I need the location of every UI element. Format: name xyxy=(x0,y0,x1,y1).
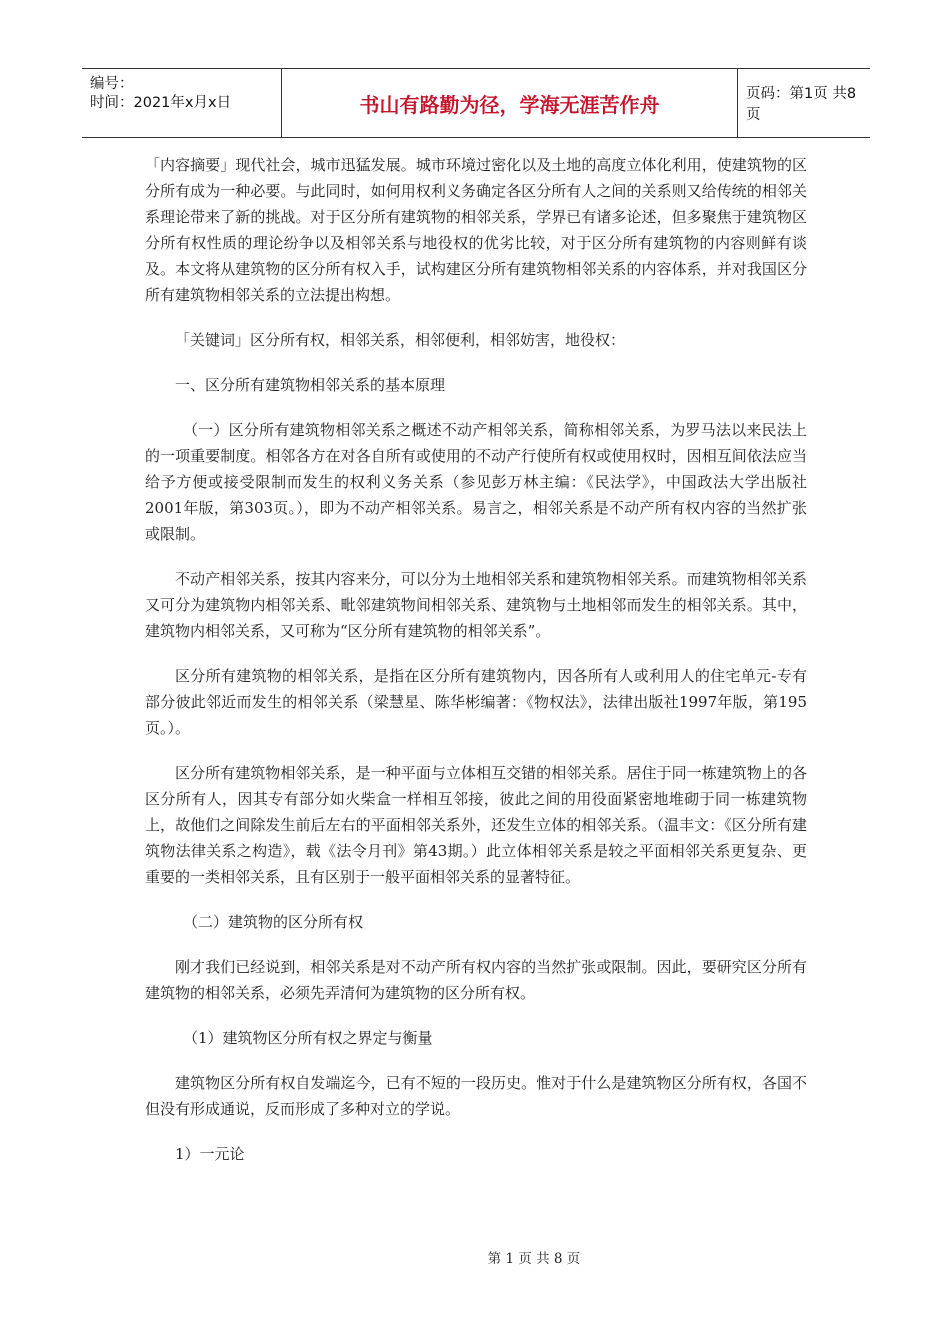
subsection-heading: （二）建筑物的区分所有权 xyxy=(183,913,364,931)
page-header xyxy=(82,68,870,138)
body-paragraph: 不动产相邻关系，按其内容来分，可以分为土地相邻关系和建筑物相邻关系。而建筑物相邻关系又可分为建筑物内相邻关系、毗邻建筑物间相邻关系、建筑物与土地相邻而发生的相邻关系。其中，建筑物内相邻关系，又可称为“区分所有建筑物的相邻关系”。 xyxy=(145,570,807,640)
date-label: 时间：2021年x月x日 xyxy=(90,95,232,111)
serial-label: 编号： xyxy=(90,76,134,92)
header-motto: 书山有路勤为径，学海无涯苦作舟 xyxy=(282,69,738,137)
subsection-heading: （1）建筑物区分所有权之界定与衡量 xyxy=(183,1029,433,1047)
keywords-paragraph: 「关键词」区分所有权，相邻关系，相邻便利，相邻妨害，地役权： xyxy=(175,331,626,349)
document-body xyxy=(145,152,807,1186)
body-paragraph: 区分所有建筑物的相邻关系，是指在区分所有建筑物内，因各所有人或利用人的住宅单元-专有部分彼此邻近而发生的相邻关系（梁慧星、陈华彬编著：《物权法》，法律出版社1997年版，第195页。）。 xyxy=(145,667,807,737)
body-paragraph: 建筑物区分所有权自发端迄今，已有不短的一段历史。惟对于什么是建筑物区分所有权，各国不但没有形成通说，反而形成了多种对立的学说。 xyxy=(145,1074,807,1118)
header-page-number: 页码：第1页 共8页 xyxy=(746,86,857,123)
page-footer: 第 1 页 共 8 页 xyxy=(487,1251,581,1267)
body-paragraph: 刚才我们已经说到，相邻关系是对不动产所有权内容的当然扩张或限制。因此，要研究区分所有建筑物的相邻关系，必须先弄清何为建筑物的区分所有权。 xyxy=(145,958,807,1002)
subsection-heading: 1）一元论 xyxy=(175,1145,245,1163)
abstract-paragraph: 「内容摘要」现代社会，城市迅猛发展。城市环境过密化以及土地的高度立体化利用，使建筑物的区分所有成为一种必要。与此同时，如何用权利义务确定各区分所有人之间的关系则又给传统的相邻关系理论带来了新的挑战。对于区分所有建筑物的相邻关系，学界已有诸多论述，但多聚焦于建筑物区分所有权性质的理论纷争以及相邻关系与地役权的优劣比较，对于区分所有建筑物的内容则鲜有谈及。本文将从建筑物的区分所有权入手，试构建区分所有建筑物相邻关系的内容体系，并对我国区分所有建筑物相邻关系的立法提出构想。 xyxy=(145,156,807,304)
section-heading: 一、区分所有建筑物相邻关系的基本原理 xyxy=(175,376,446,394)
body-paragraph: （一）区分所有建筑物相邻关系之概述不动产相邻关系，简称相邻关系，为罗马法以来民法上的一项重要制度。相邻各方在对各自所有或使用的不动产行使所有权或使用权时，因相互间依法应当给予方便或接受限制而发生的权利义务关系（参见彭万林主编：《民法学》，中国政法大学出版社2001年版，第303页。），即为不动产相邻关系。易言之，相邻关系是不动产所有权内容的当然扩张或限制。 xyxy=(145,421,807,543)
body-paragraph: 区分所有建筑物相邻关系，是一种平面与立体相互交错的相邻关系。居住于同一栋建筑物上的各区分所有人，因其专有部分如火柴盒一样相互邻接，彼此之间的用役面紧密地堆砌于同一栋建筑物上，故他们之间除发生前后左右的平面相邻关系外，还发生立体的相邻关系。（温丰文：《区分所有建筑物法律关系之构造》，载《法令月刊》第43期。）此立体相邻关系是较之平面相邻关系更复杂、更重要的一类相邻关系，且有区别于一般平面相邻关系的显著特征。 xyxy=(145,764,807,886)
header-meta xyxy=(82,69,282,137)
